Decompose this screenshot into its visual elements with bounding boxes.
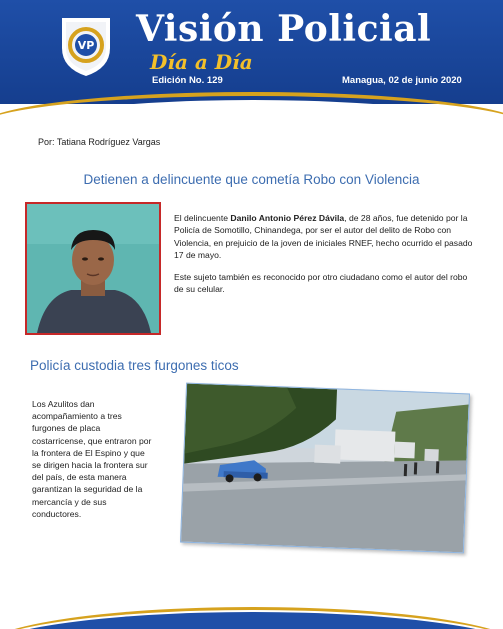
article1-paragraph-2: Este sujeto también es reconocido por otro ciudadano como el autor del robo de su celular.: [174, 271, 468, 295]
article1-headline: Detienen a delincuente que cometía Robo con Violencia: [83, 172, 420, 187]
article1-text-pre: El delincuente: [174, 213, 231, 223]
header-banner: [0, 0, 503, 104]
police-shield-logo: [58, 12, 114, 78]
edition-number: Edición No. 129: [152, 75, 223, 86]
suspect-photo: [25, 202, 161, 335]
dateline: Managua, 02 de junio 2020: [342, 75, 462, 86]
convoy-photo: [180, 383, 470, 554]
article2-headline: Policía custodia tres furgones ticos: [30, 358, 239, 373]
article2-body: Los Azulitos dan acompañamiento a tres furgones de placa costarricense, que entraron por la frontera de El Espino y que se dirigen hacia la frontera sur del país, de esta manera garantizan la seguridad de la mercancía y de sus conductores.: [32, 399, 152, 519]
logo-text: VP: [77, 39, 95, 52]
article1-paragraph-1: [174, 212, 474, 262]
byline: Por: Tatiana Rodríguez Vargas: [38, 137, 161, 147]
masthead-title: Visión Policial: [136, 8, 432, 50]
suspect-name: Danilo Antonio Pérez Dávila: [230, 213, 345, 223]
footer-band: [0, 612, 503, 629]
article1-body: [174, 212, 474, 304]
masthead-subtitle: Día a Día: [150, 50, 253, 74]
article1-text-post: , de 28 años, fue detenido por la Policía de Somotillo, Chinandega, por ser el autor del delito de Robo con Violencia, en prejuicio de la joven de iniciales RNEF, hecho ocurrido el pasado 17 de mayo.: [174, 213, 473, 261]
